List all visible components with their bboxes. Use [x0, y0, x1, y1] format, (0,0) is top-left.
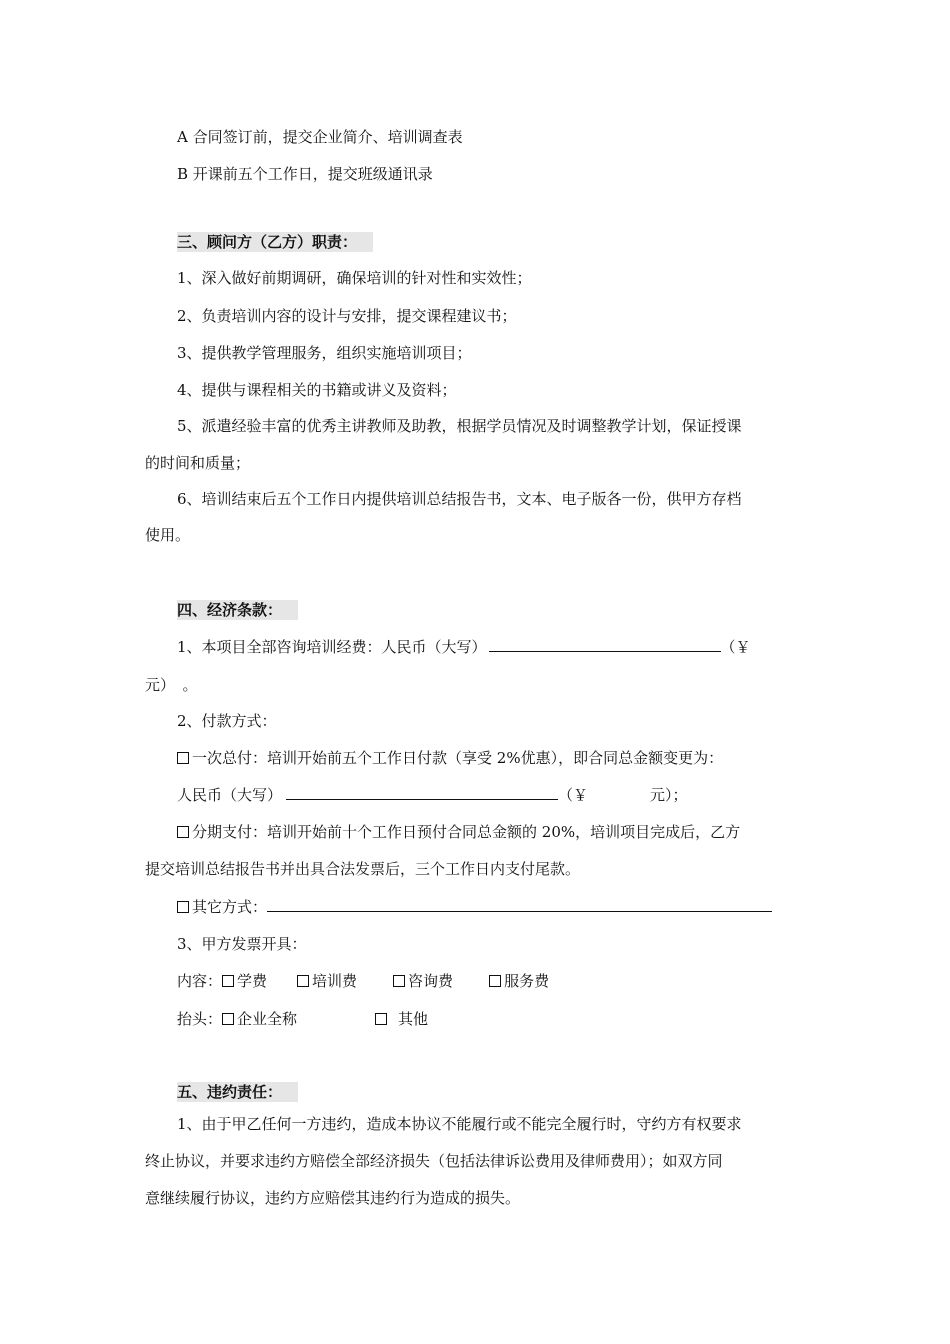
- section-5-item-1-line-3: 意继续履行协议，违约方应赔偿其违约行为造成的损失。: [145, 1189, 521, 1207]
- section-3-item-5-line-2: 的时间和质量；: [145, 454, 251, 472]
- checkbox-other[interactable]: [177, 901, 189, 913]
- section-3-title: 三、顾问方（乙方）职责：: [177, 232, 373, 252]
- section-5-item-1-line-1: 1、由于甲乙任何一方违约，造成本协议不能履行或不能完全履行时，守约方有权要求: [177, 1115, 742, 1133]
- invoice-header-row: [177, 1009, 428, 1029]
- fee-label: 1、本项目全部咨询培训经费：人民币（大写）: [177, 638, 487, 656]
- option-training-fee: 培训费: [312, 972, 358, 990]
- option-tuition: 学费: [237, 972, 268, 990]
- invoice-content-label: 内容：: [177, 972, 223, 990]
- option-company-name: 企业全称: [237, 1010, 298, 1028]
- checkbox-training-fee[interactable]: [297, 975, 309, 987]
- checkbox-company-name[interactable]: [222, 1013, 234, 1025]
- section-3-item-2: 2、负责培训内容的设计与安排，提交课程建议书；: [177, 307, 517, 325]
- option-other-header: 其他: [398, 1010, 429, 1028]
- invoice-header-label: 抬头：: [177, 1010, 223, 1028]
- option-other-text: 其它方式：: [192, 898, 268, 916]
- section-5-heading: [177, 1082, 298, 1102]
- rmb-yen: （￥: [558, 786, 589, 804]
- section-3-item-1: 1、深入做好前期调研，确保培训的针对性和实效性；: [177, 269, 532, 287]
- option-installment: [177, 822, 740, 842]
- option-consulting-fee: 咨询费: [408, 972, 454, 990]
- rmb-yuan: 元）；: [650, 786, 688, 804]
- section-4-title: 四、经济条款：: [177, 600, 298, 620]
- section-3-heading: [177, 232, 373, 252]
- checkbox-other-header[interactable]: [375, 1013, 387, 1025]
- section-3-item-6-line-1: 6、培训结束后五个工作日内提供培训总结报告书，文本、电子版各一份，供甲方存档: [177, 490, 742, 508]
- checkbox-lump-sum[interactable]: [177, 752, 189, 764]
- rmb-label: 人民币（大写）: [177, 786, 283, 804]
- section-3-item-3: 3、提供教学管理服务，组织实施培训项目；: [177, 344, 472, 362]
- checkbox-consulting-fee[interactable]: [393, 975, 405, 987]
- option-installment-text: 分期支付：培训开始前十个工作日预付合同总金额的 20%，培训项目完成后，乙方: [192, 823, 741, 841]
- option-lump-sum-text: 一次总付：培训开始前五个工作日付款（享受 2%优惠），即合同总金额变更为：: [192, 749, 724, 767]
- section-5-item-1-line-2: 终止协议，并要求违约方赔偿全部经济损失（包括法律诉讼费用及律师费用）；如双方同: [145, 1152, 723, 1170]
- rmb-line: [177, 785, 688, 805]
- section-5-title: 五、违约责任：: [177, 1082, 298, 1102]
- section-3-item-6-line-2: 使用。: [145, 526, 191, 544]
- checkbox-service-fee[interactable]: [489, 975, 501, 987]
- fee-yen: （￥: [720, 638, 751, 656]
- section-3-item-5-line-1: 5、派遣经验丰富的优秀主讲教师及助教，根据学员情况及时调整教学计划，保证授课: [177, 417, 742, 435]
- fee-line: [177, 637, 751, 657]
- invoice-content-row: [177, 971, 549, 991]
- provision-b: B 开课前五个工作日，提交班级通讯录: [177, 165, 433, 183]
- option-service-fee: 服务费: [504, 972, 550, 990]
- payment-method-title: 2、付款方式：: [177, 712, 277, 730]
- provision-a: A 合同签订前，提交企业简介、培训调查表: [177, 128, 463, 146]
- fee-yuan: 元） 。: [145, 676, 198, 694]
- option-other: [177, 897, 772, 917]
- invoice-title: 3、甲方发票开具：: [177, 935, 307, 953]
- checkbox-installment[interactable]: [177, 826, 189, 838]
- option-lump-sum: [177, 748, 723, 768]
- checkbox-tuition[interactable]: [222, 975, 234, 987]
- fee-amount-blank[interactable]: [489, 637, 721, 652]
- section-3-item-4: 4、提供与课程相关的书籍或讲义及资料；: [177, 381, 457, 399]
- section-4-heading: [177, 600, 298, 620]
- rmb-amount-blank[interactable]: [286, 785, 558, 800]
- other-method-blank[interactable]: [267, 897, 772, 912]
- option-installment-line-2: 提交培训总结报告书并出具合法发票后，三个工作日内支付尾款。: [145, 860, 581, 878]
